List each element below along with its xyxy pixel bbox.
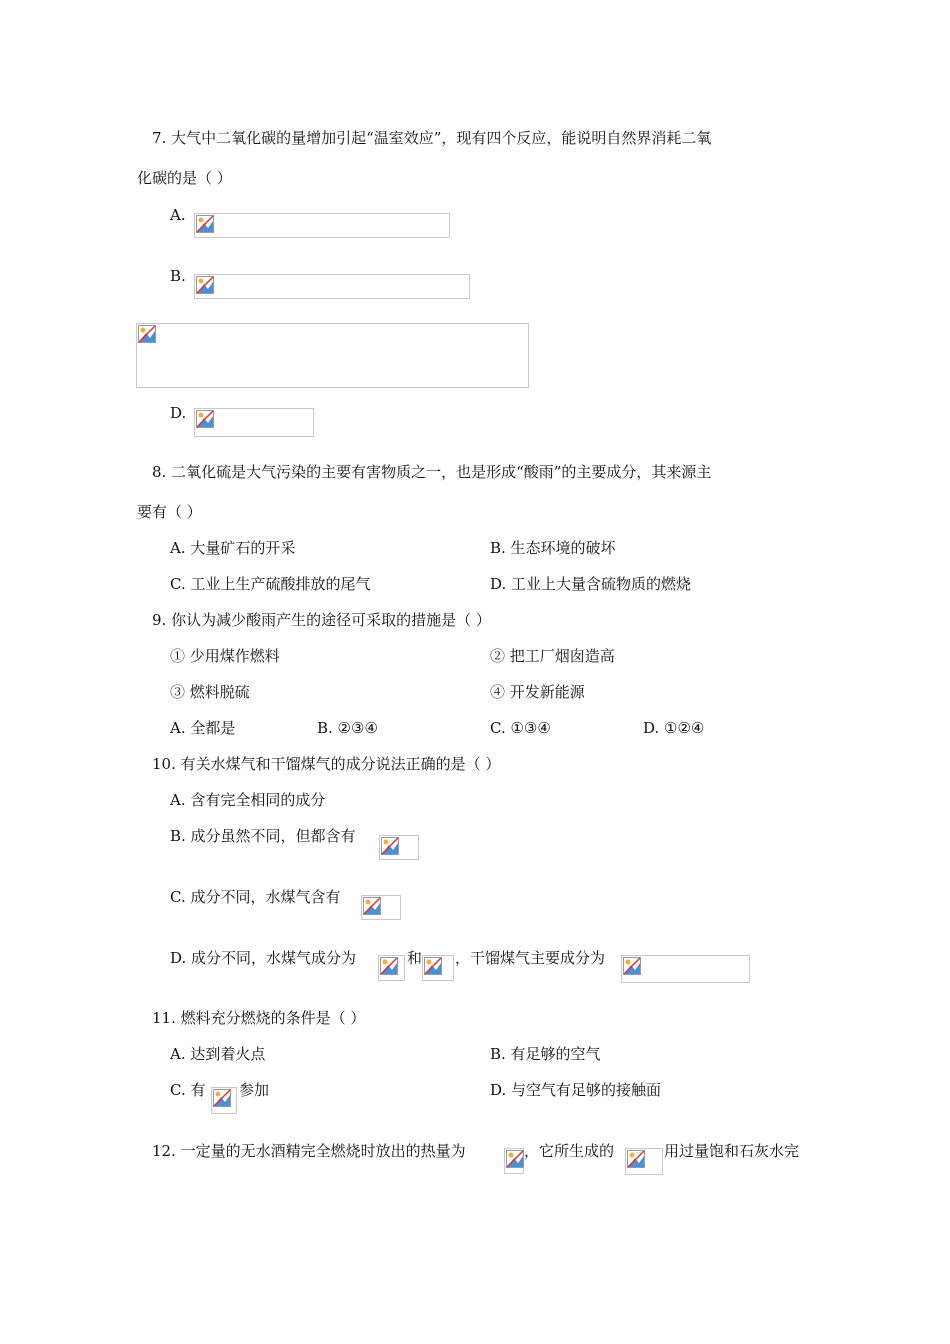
- q12-image-1: [504, 1148, 524, 1174]
- q10-option-b: B. 成分虽然不同，但都含有: [170, 827, 356, 845]
- q7-option-b-label: B.: [170, 267, 186, 285]
- q8-stem-line1: 8. 二氧化硫是大气污染的主要有害物质之一，也是形成“酸雨”的主要成分，其来源主: [152, 463, 712, 481]
- q8-option-c: C. 工业上生产硫酸排放的尾气: [170, 575, 371, 593]
- q9-item-4: ④ 开发新能源: [490, 683, 585, 701]
- q10-option-d-image-1: [378, 955, 405, 981]
- q8-stem-line2: 要有（ ）: [137, 503, 202, 521]
- q9-option-a: A. 全都是: [170, 719, 236, 737]
- q7-option-d-image: [194, 408, 314, 437]
- q10-stem: 10. 有关水煤气和干馏煤气的成分说法正确的是（ ）: [152, 755, 501, 773]
- q9-option-d: D. ①②④: [643, 719, 705, 737]
- q9-option-c: C. ①③④: [490, 719, 551, 737]
- q10-option-d-image-2: [422, 955, 454, 981]
- q7-stem-line1: 7. 大气中二氧化碳的量增加引起“温室效应”，现有四个反应，能说明自然界消耗二氧: [152, 129, 712, 147]
- broken-image-icon: [196, 410, 214, 428]
- broken-image-icon: [381, 837, 399, 855]
- broken-image-icon: [627, 1150, 645, 1168]
- q11-stem: 11. 燃料充分燃烧的条件是（ ）: [152, 1009, 366, 1027]
- q8-option-d: D. 工业上大量含硫物质的燃烧: [490, 575, 692, 593]
- q12-part2: ，它所生成的: [524, 1142, 615, 1160]
- q10-option-a: A. 含有完全相同的成分: [170, 791, 326, 809]
- q7-option-b-image: [194, 274, 470, 299]
- broken-image-icon: [138, 325, 156, 343]
- q9-item-3: ③ 燃料脱硫: [170, 683, 250, 701]
- q9-option-b: B. ②③④: [317, 719, 378, 737]
- q7-option-a-label: A.: [170, 206, 186, 224]
- broken-image-icon: [380, 957, 398, 975]
- broken-image-icon: [213, 1089, 231, 1107]
- q12-part3: 用过量饱和石灰水完: [664, 1142, 800, 1160]
- q9-stem: 9. 你认为减少酸雨产生的途径可采取的措施是（ ）: [152, 611, 491, 629]
- q11-option-c-part2: 参加: [239, 1081, 270, 1099]
- q10-option-d-image-3: [621, 955, 750, 983]
- q8-option-b: B. 生态环境的破坏: [490, 539, 616, 557]
- q7-option-d-label: D.: [170, 404, 187, 422]
- broken-image-icon: [623, 957, 641, 975]
- broken-image-icon: [506, 1150, 524, 1168]
- broken-image-icon: [424, 957, 442, 975]
- q9-item-1: ① 少用煤作燃料: [170, 647, 280, 665]
- q10-option-c-image: [361, 895, 401, 920]
- q11-option-a: A. 达到着火点: [170, 1045, 266, 1063]
- q10-option-d-part1: D. 成分不同，水煤气成分为: [170, 949, 357, 967]
- q12-part1: 12. 一定量的无水酒精完全燃烧时放出的热量为: [152, 1142, 466, 1160]
- broken-image-icon: [196, 276, 214, 294]
- q11-option-d: D. 与空气有足够的接触面: [490, 1081, 662, 1099]
- q10-option-b-image: [379, 835, 419, 860]
- q10-option-d-part2: 和: [407, 949, 423, 967]
- q9-item-2: ② 把工厂烟囱造高: [490, 647, 615, 665]
- q8-option-a: A. 大量矿石的开采: [170, 539, 296, 557]
- q7-option-a-image: [194, 213, 450, 238]
- q12-image-2: [625, 1148, 663, 1175]
- q10-option-c: C. 成分不同，水煤气含有: [170, 888, 341, 906]
- q11-option-b: B. 有足够的空气: [490, 1045, 601, 1063]
- q11-option-c-image: [211, 1087, 237, 1114]
- q10-option-d-part3: ，干馏煤气主要成分为: [455, 949, 606, 967]
- q11-option-c-part1: C. 有: [170, 1081, 206, 1099]
- q7-option-c-image: [136, 323, 529, 388]
- q7-stem-line2: 化碳的是（ ）: [137, 169, 232, 187]
- broken-image-icon: [363, 897, 381, 915]
- broken-image-icon: [196, 215, 214, 233]
